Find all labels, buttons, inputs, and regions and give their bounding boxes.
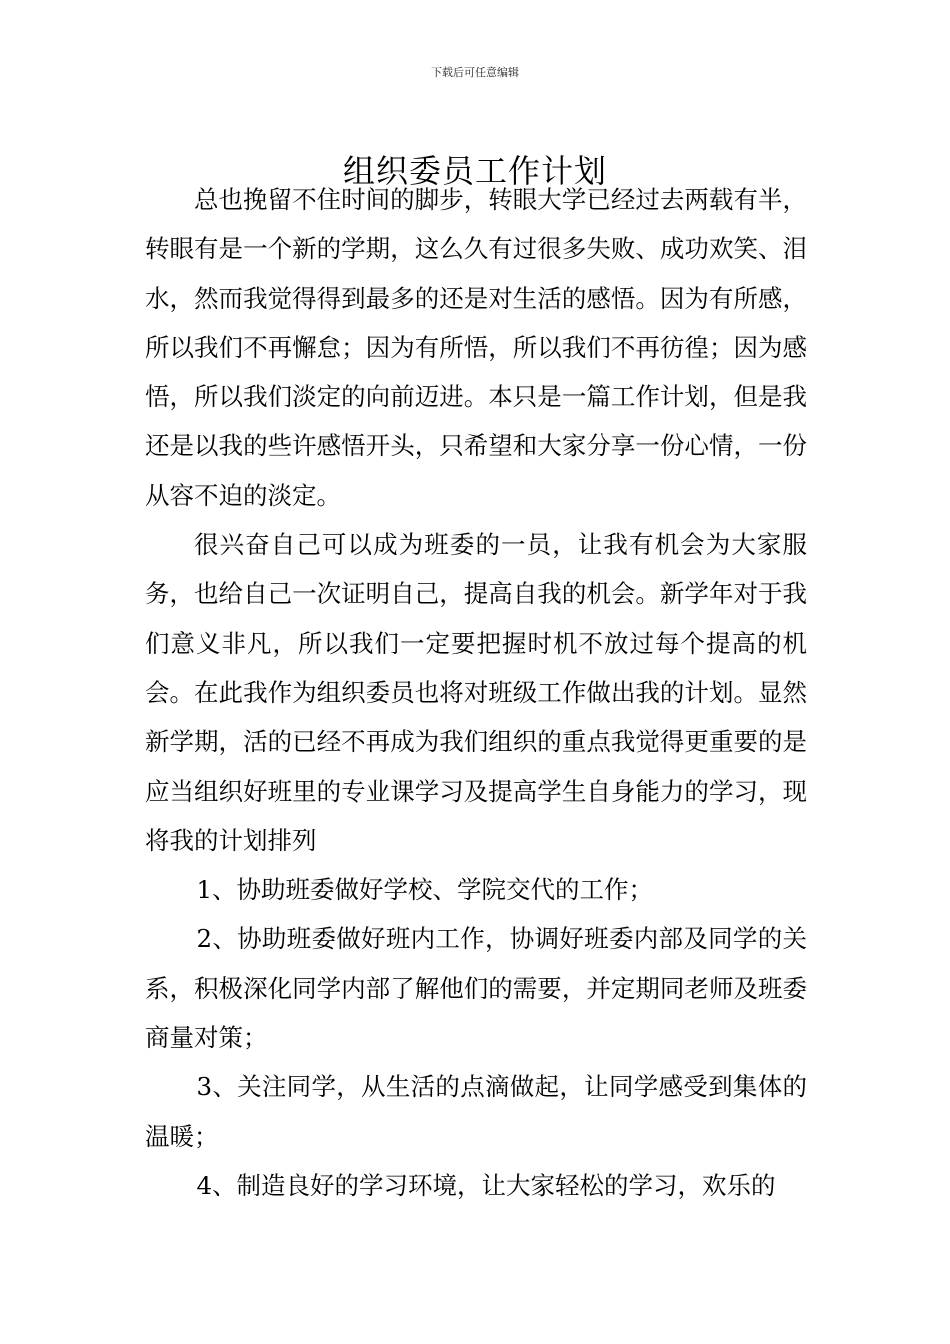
document-body [145, 175, 807, 1210]
header-note: 下载后可任意编辑 [431, 66, 519, 79]
paragraph-intro: 总也挽留不住时间的脚步，转眼大学已经过去两载有半，转眼有是一个新的学期，这么久有过很多失败、成功欢笑、泪水，然而我觉得得到最多的还是对生活的感悟。因为有所感，所以我们不再懈怠；因为有所悟，所以我们不再彷徨；因为感悟，所以我们淡定的向前迈进。本只是一篇工作计划，但是我还是以我的些许感悟开头，只希望和大家分享一份心情，一份从容不迫的淡定。 [145, 185, 807, 510]
list-item: 1、协助班委做好学校、学院交代的工作； [196, 875, 654, 905]
list-item: 4、制造良好的学习环境，让大家轻松的学习，欢乐的 [196, 1170, 776, 1200]
document-title: 组织委员工作计划 [342, 152, 607, 191]
paragraph-plan: 很兴奋自己可以成为班委的一员，让我有机会为大家服务，也给自己一次证明自己，提高自我的机会。新学年对于我们意义非凡，所以我们一定要把握时机不放过每个提高的机会。在此我作为组织委员也将对班级工作做出我的计划。显然新学期，活的已经不再成为我们组织的重点我觉得更重要的是应当组织好班里的专业课学习及提高学生自身能力的学习，现将我的计划排列 [145, 530, 807, 855]
list-item: 2、协助班委做好班内工作，协调好班委内部及同学的关系，积极深化同学内部了解他们的需要，并定期同老师及班委商量对策； [145, 924, 807, 1053]
list-item: 3、关注同学，从生活的点滴做起，让同学感受到集体的温暖； [145, 1072, 807, 1151]
